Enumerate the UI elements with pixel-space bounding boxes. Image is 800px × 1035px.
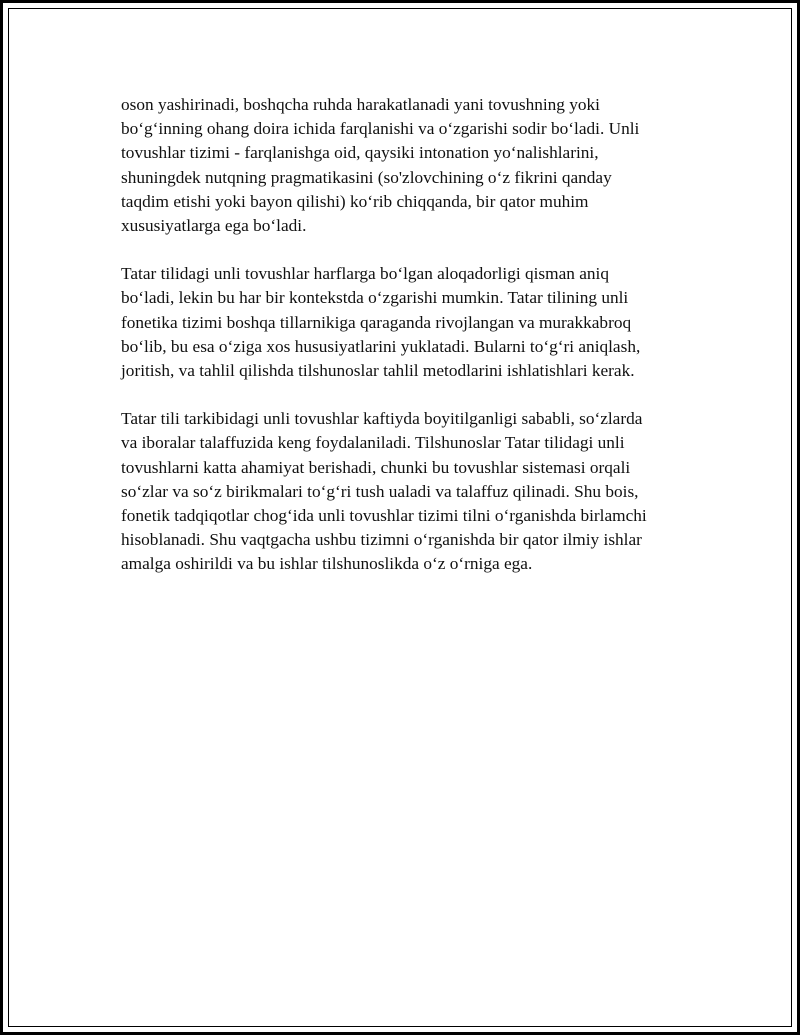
paragraph-line: fonetik tadqiqotlar chog‘ida unli tovushlar tizimi tilni o‘rganishda birlamchi [121,506,647,526]
paragraph-3 [121,407,701,576]
paragraph-line: tovushlar tizimi - farqlanishga oid, qaysiki intonation yo‘nalishlarini, [121,143,599,163]
paragraph-line: oson yashirinadi, boshqcha ruhda harakatlanadi yani tovushning yoki [121,95,600,114]
paragraph-line: bo‘lib, bu esa o‘ziga xos hususiyatlarini yuklatadi. Bularni to‘g‘ri aniqlash, [121,336,641,356]
paragraph-line: bo‘ladi, lekin bu har bir kontekstda o‘zgarishi mumkin. Tatar tilining unli [121,288,629,308]
paragraph-line: xususiyatlarga ega bo‘ladi. [121,216,307,236]
paragraph-line: va iboralar talaffuzida keng foydalaniladi. Tilshunoslar Tatar tilidagi unli [121,433,625,453]
paragraph-line: bo‘g‘inning ohang doira ichida farqlanishi va o‘zgarishi sodir bo‘ladi. Unli [121,119,640,139]
paragraph-line: amalga oshirildi va bu ishlar tilshunoslikda o‘z o‘rniga ega. [121,554,533,574]
document-body [121,93,701,601]
paragraph-line: hisoblanadi. Shu vaqtgacha ushbu tizimni o‘rganishda bir qator ilmiy ishlar [121,530,642,550]
paragraph-line: Tatar tilidagi unli tovushlar harflarga bo‘lgan aloqadorligi qisman aniq [121,264,609,284]
paragraph-line: shuningdek nutqning pragmatikasini (so'zlovchining o‘z fikrini qanday [121,167,612,187]
paragraph-line: joritish, va tahlil qilishda tilshunoslar tahlil metodlarini ishlatishlari kerak. [121,361,635,381]
paragraph-line: tovushlarni katta ahamiyat berishadi, chunki bu tovushlar sistemasi orqali [121,457,631,477]
paragraph-line: fonetika tizimi boshqa tillarnikiga qaraganda rivojlangan va murakkabroq [121,312,632,332]
paragraph-line: so‘zlar va so‘z birikmalari to‘g‘ri tush ualadi va talaffuz qilinadi. Shu bois, [121,481,639,501]
paragraph-line: taqdim etishi yoki bayon qilishi) ko‘rib chiqqanda, bir qator muhim [121,191,589,211]
paragraph-1 [121,93,701,238]
paragraph-2 [121,262,701,383]
paragraph-line: Tatar tili tarkibidagi unli tovushlar kaftiyda boyitilganligi sababli, so‘zlarda [121,409,643,429]
